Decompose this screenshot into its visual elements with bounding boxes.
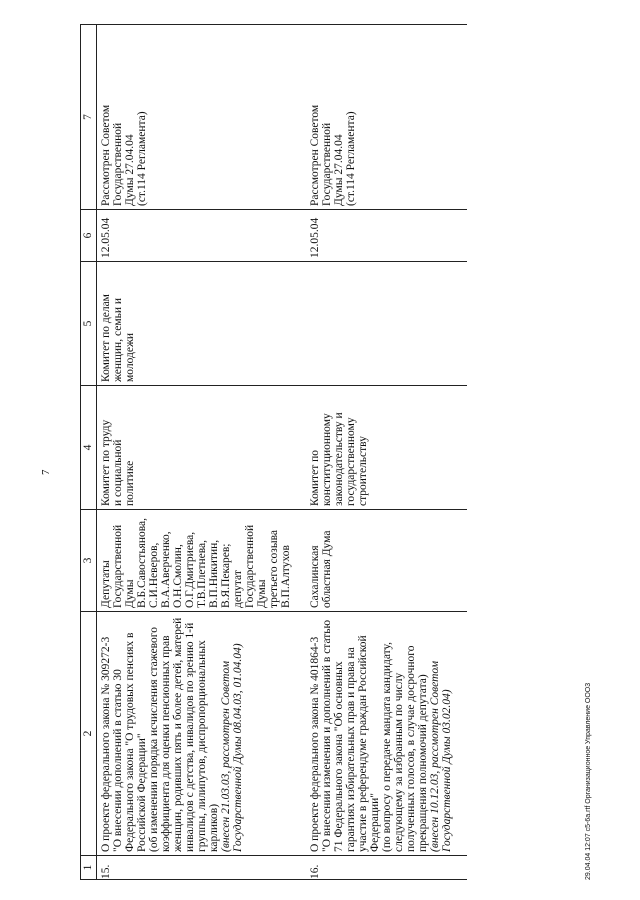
bill-title-line: прекращения полномочий депутата) (417, 674, 429, 852)
cell-date (306, 210, 467, 262)
bill-title-line: Федерального закона "О трудовых пенсиях в (124, 632, 136, 852)
cell-date (97, 210, 307, 262)
column-header: 2 (81, 612, 97, 856)
committee-line: строительству (357, 436, 369, 506)
cell-authors (97, 510, 307, 612)
cell-committee (97, 386, 307, 510)
author-line: В.А.Аверченко, (160, 531, 172, 608)
co-committee-line: молодежи (124, 332, 136, 382)
cell-empty (306, 856, 467, 880)
committee-line: государственному (345, 417, 357, 506)
table-row (306, 25, 467, 880)
author-line: Т.В.Плетнева, (196, 540, 208, 608)
column-header: 5 (81, 262, 97, 386)
bill-title-line: инвалидов с детства, инвалидов по зрению 1-й (184, 622, 196, 852)
author-line: О.Н.Смолин, (172, 544, 184, 608)
cell-status (306, 25, 467, 210)
cell-bill-title (97, 612, 307, 879)
bill-title-line: (об изменении порядка исчисления стажевого (148, 627, 160, 852)
table-row (97, 25, 307, 880)
author-line: В.Я.Пекарев; (220, 543, 232, 608)
footer-note: 29.04.04 12:07 с5-6а.rtf Организационное Управление ООО3 (585, 682, 592, 880)
bill-title-line: 71 Федерального закона "Об основных (333, 661, 345, 852)
bill-title-line: группы, лилипутов, диспропорциональных (196, 640, 208, 852)
bill-title-line: (по вопросу о передаче мандата кандидату, (381, 641, 393, 852)
column-header: 1 (81, 856, 97, 880)
page-number: 7 (40, 469, 52, 475)
bill-title-line: следующему за избранным по числу (393, 672, 405, 852)
cell-bill-title (306, 612, 467, 879)
author-line: О.Г.Дмитриева, (184, 531, 196, 608)
bill-note-line: (внесен 21.03.03, рассмотрен Советом (220, 660, 232, 852)
cell-authors (306, 510, 467, 612)
date-value: 12.05.04 (309, 217, 321, 258)
column-number-header (81, 25, 97, 880)
row-number: 16. (309, 864, 321, 879)
status-line: Государственной (112, 122, 124, 206)
committee-line: конституционному (321, 413, 333, 506)
author-line: Депутаты (100, 560, 112, 608)
committee-line: политике (124, 460, 136, 506)
committee-line: и социальной (112, 439, 124, 506)
author-line: В.П.Алтухов (280, 545, 292, 608)
column-header: 6 (81, 210, 97, 262)
column-header: 3 (81, 510, 97, 612)
register-table (80, 24, 467, 880)
cell-co-committee (306, 262, 467, 386)
date-value: 12.05.04 (100, 217, 112, 258)
cell-committee (306, 386, 467, 510)
author-line: Государственной (112, 524, 124, 608)
document-page (40, 20, 600, 880)
bill-note-line: Государственной Думы 08.04.03, 01.04.04) (232, 643, 244, 852)
author-line: Думы (124, 579, 136, 608)
author-line: В.Б.Савостьянова, (136, 517, 148, 608)
bill-title-line: карликов) (208, 803, 220, 852)
author-line: областная Дума (321, 530, 333, 608)
status-line: Государственной (321, 122, 333, 206)
committee-line: Комитет по труду (100, 419, 112, 506)
author-line: депутат (232, 570, 244, 608)
bill-title-line: участие в референдуме граждан Российской (357, 635, 369, 852)
row-number: 15. (100, 864, 112, 879)
author-line: Думы (256, 579, 268, 608)
status-line: (ст.114 Регламента) (136, 111, 148, 206)
author-line: С.И.Неверов, (148, 542, 160, 608)
bill-title-line: "О внесении изменения и дополнений в статью (321, 619, 333, 852)
status-line: Рассмотрен Советом (309, 104, 321, 206)
cell-co-committee (97, 262, 307, 386)
bill-title-line: Федерации" (369, 792, 381, 852)
bill-title-line: гарантиях избирательных прав и права на (345, 647, 357, 852)
author-line: Сахалинская (309, 545, 321, 608)
status-line: (ст.114 Регламента) (345, 111, 357, 206)
status-line: Думы 27.04.04 (124, 134, 136, 206)
bill-title-line: женщин, родивших пять и более детей, матерей (172, 617, 184, 852)
committee-line: Комитет по (309, 450, 321, 506)
author-line: В.П.Никитин, (208, 539, 220, 608)
co-committee-line: Комитет по делам (100, 294, 112, 382)
author-line: третьего созыва (268, 530, 280, 608)
bill-title-line: О проекте федерального закона № 309272-3 (100, 636, 112, 852)
bill-title-line: "О внесении дополнений в статью 30 (112, 669, 124, 852)
status-line: Рассмотрен Советом (100, 104, 112, 206)
bill-title-line: полученных голосов, в случае досрочного (405, 645, 417, 852)
status-line: Думы 27.04.04 (333, 134, 345, 206)
co-committee-line: женщин, семьи и (112, 297, 124, 382)
cell-status (97, 25, 307, 210)
author-line: Государственной (244, 524, 256, 608)
cell-empty (97, 856, 307, 880)
column-header: 7 (81, 25, 97, 210)
column-header: 4 (81, 386, 97, 510)
committee-line: законодательству и (333, 412, 345, 506)
bill-title-line: коэффициента для оценки пенсионных прав (160, 635, 172, 852)
bill-title-line: О проекте федерального закона № 401864-3 (309, 636, 321, 852)
bill-title-line: Российской Федерации" (136, 733, 148, 852)
bill-note-line: (внесен 10.12.03, рассмотрен Советом (429, 660, 441, 852)
bill-note-line: Государственной Думы 03.02.04) (441, 689, 453, 852)
